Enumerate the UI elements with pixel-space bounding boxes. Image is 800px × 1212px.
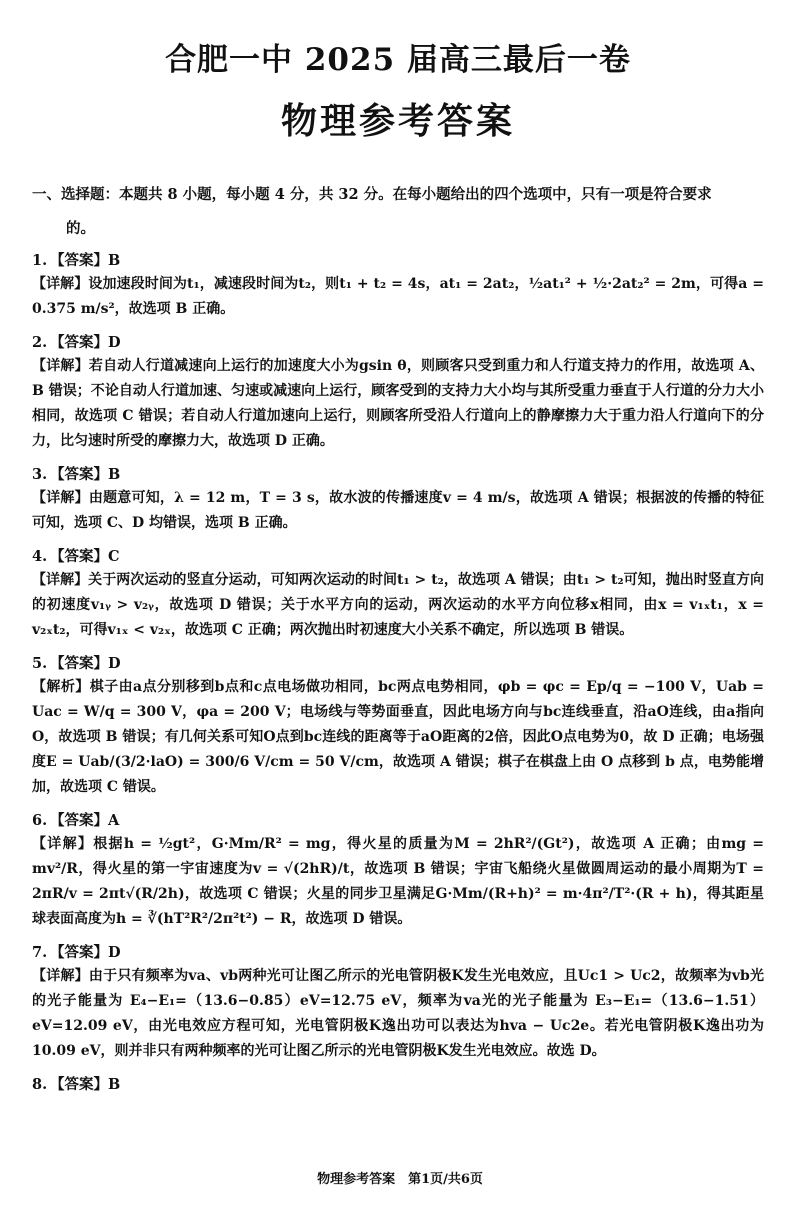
question-answer: 【答案】B <box>50 252 121 269</box>
question-answer: 【答案】D <box>50 944 121 961</box>
question-item <box>32 546 764 643</box>
section-heading <box>32 178 764 246</box>
question-answer: 【答案】D <box>50 334 121 351</box>
question-answer: 【答案】B <box>50 466 121 483</box>
question-detail: 由题意可知，λ = 12 m，T = 3 s，故水波的传播速度v = 4 m/s，故选项 A 错误；根据波的传播的特征可知，选项 C、D 均错误，选项 B 正确。 <box>32 490 764 531</box>
question-item <box>32 810 764 932</box>
question-item <box>32 653 764 800</box>
section-heading-line1: 一、选择题：本题共 8 小题，每小题 4 分，共 32 分。在每小题给出的四个选项中，只有一项是符合要求 <box>32 186 712 203</box>
question-number: 5. <box>32 655 48 672</box>
question-detail: 由于只有频率为va、vb两种光可让图乙所示的光电管阴极K发生光电效应，且Uc1 > Uc2，故频率为vb光的光子能量为 E₄−E₁=（13.6−0.85）eV=12.75 eV，频率为va光的光子能量为 E₃−E₁=（13.6−1.51）eV=12.09 eV，由光电效应方程可知，光电管阴极K逸出功可以表达为hva − Uc2e。若光电管阴极K逸出功为10.09 eV，则并非只有两种频率的光可让图乙所示的光电管阴极K发生光电效应。故选 D。 <box>32 968 765 1059</box>
detail-label: 【详解】 <box>32 836 94 852</box>
question-list <box>32 250 764 1096</box>
detail-label: 【详解】 <box>32 572 89 588</box>
question-item <box>32 1074 764 1096</box>
question-item <box>32 332 764 454</box>
question-number: 4. <box>32 548 48 565</box>
question-item <box>32 942 764 1064</box>
detail-label: 【详解】 <box>32 490 89 506</box>
question-answer: 【答案】C <box>50 548 120 565</box>
question-detail: 设加速段时间为t₁，减速段时间为t₂，则t₁ + t₂ = 4s，at₁ = 2at₂，½at₁² + ½·2at₂² = 2m，可得a = 0.375 m/s²，故选项 B 正确。 <box>32 276 764 317</box>
question-number: 8. <box>32 1076 48 1093</box>
question-answer: 【答案】D <box>50 655 121 672</box>
detail-label: 【详解】 <box>32 968 89 984</box>
question-detail: 棋子由a点分别移到b点和c点电场做功相同，bc两点电势相同，φb = φc = Ep/q = −100 V，Uab = Uac = W/q = 300 V，φa = 200 V；电场线与等势面垂直，因此电场方向与bc连线垂直，沿aO连线，由a指向O，故选项 B 错误；有几何关系可知O点到bc连线的距离等于aO距离的2倍，因此O点电势为0，故 D 正确；电场强度E = Uab/(3/2·laO) = 300/6 V/cm = 50 V/cm，故选项 A 错误；棋子在棋盘上由 O 点移到 b 点，电势能增加，故选项 C 错误。 <box>32 679 765 795</box>
detail-label: 【详解】 <box>32 276 89 292</box>
question-number: 7. <box>32 944 48 961</box>
question-answer: 【答案】B <box>50 1076 121 1093</box>
page-footer: 物理参考答案 第1页/共6页 <box>317 1172 483 1187</box>
question-number: 3. <box>32 466 48 483</box>
question-detail: 根据h = ½gt²，G·Mm/R² = mg，得火星的质量为M = 2hR²/(Gt²)，故选项 A 正确；由mg = mv²/R，得火星的第一宇宙速度为v = √(2hR)/t，故选项 B 错误；宇宙飞船绕火星做圆周运动的最小周期为T = 2πR/v = 2πt√(R/2h)，故选项 C 错误；火星的同步卫星满足G·Mm/(R+h)² = m·4π²/T²·(R + h)，得其距星球表面高度为h = ∛(hT²R²/2π²t²) − R，故选项 D 错误。 <box>32 836 764 927</box>
question-item <box>32 464 764 536</box>
question-number: 1. <box>32 252 48 269</box>
question-answer: 【答案】A <box>50 812 120 829</box>
question-number: 2. <box>32 334 48 351</box>
detail-label: 【解析】 <box>32 679 90 695</box>
section-heading-line2: 的。 <box>66 220 95 237</box>
question-detail: 关于两次运动的竖直分运动，可知两次运动的时间t₁ > t₂，故选项 A 错误；由t₁ > t₂可知，抛出时竖直方向的初速度v₁ᵧ > v₂ᵧ，故选项 D 错误；关于水平方向的运动，两次运动的水平方向位移x相同，由x = v₁ₓt₁，x = v₂ₓt₂，可得v₁ₓ < v₂ₓ，故选项 C 正确；两次抛出时初速度大小关系不确定，所以选项 B 错误。 <box>32 572 765 638</box>
question-item <box>32 250 764 322</box>
question-number: 6. <box>32 812 48 829</box>
page-title: 合肥一中 2025 届高三最后一卷 <box>165 42 631 78</box>
question-detail: 若自动人行道减速向上运行的加速度大小为gsin θ，则顾客只受到重力和人行道支持力的作用，故选项 A、B 错误；不论自动人行道加速、匀速或减速向上运行，顾客受到的支持力大小均与其所受重力垂直于人行道的分力大小相同，故选项 C 错误；若自动人行道加速向上运行，则顾客所受沿人行道向上的静摩擦力大于重力沿人行道向下的分力，比匀速时所受的摩擦力大，故选项 D 正确。 <box>32 358 764 449</box>
detail-label: 【详解】 <box>32 358 89 374</box>
page-subtitle: 物理参考答案 <box>280 100 515 142</box>
